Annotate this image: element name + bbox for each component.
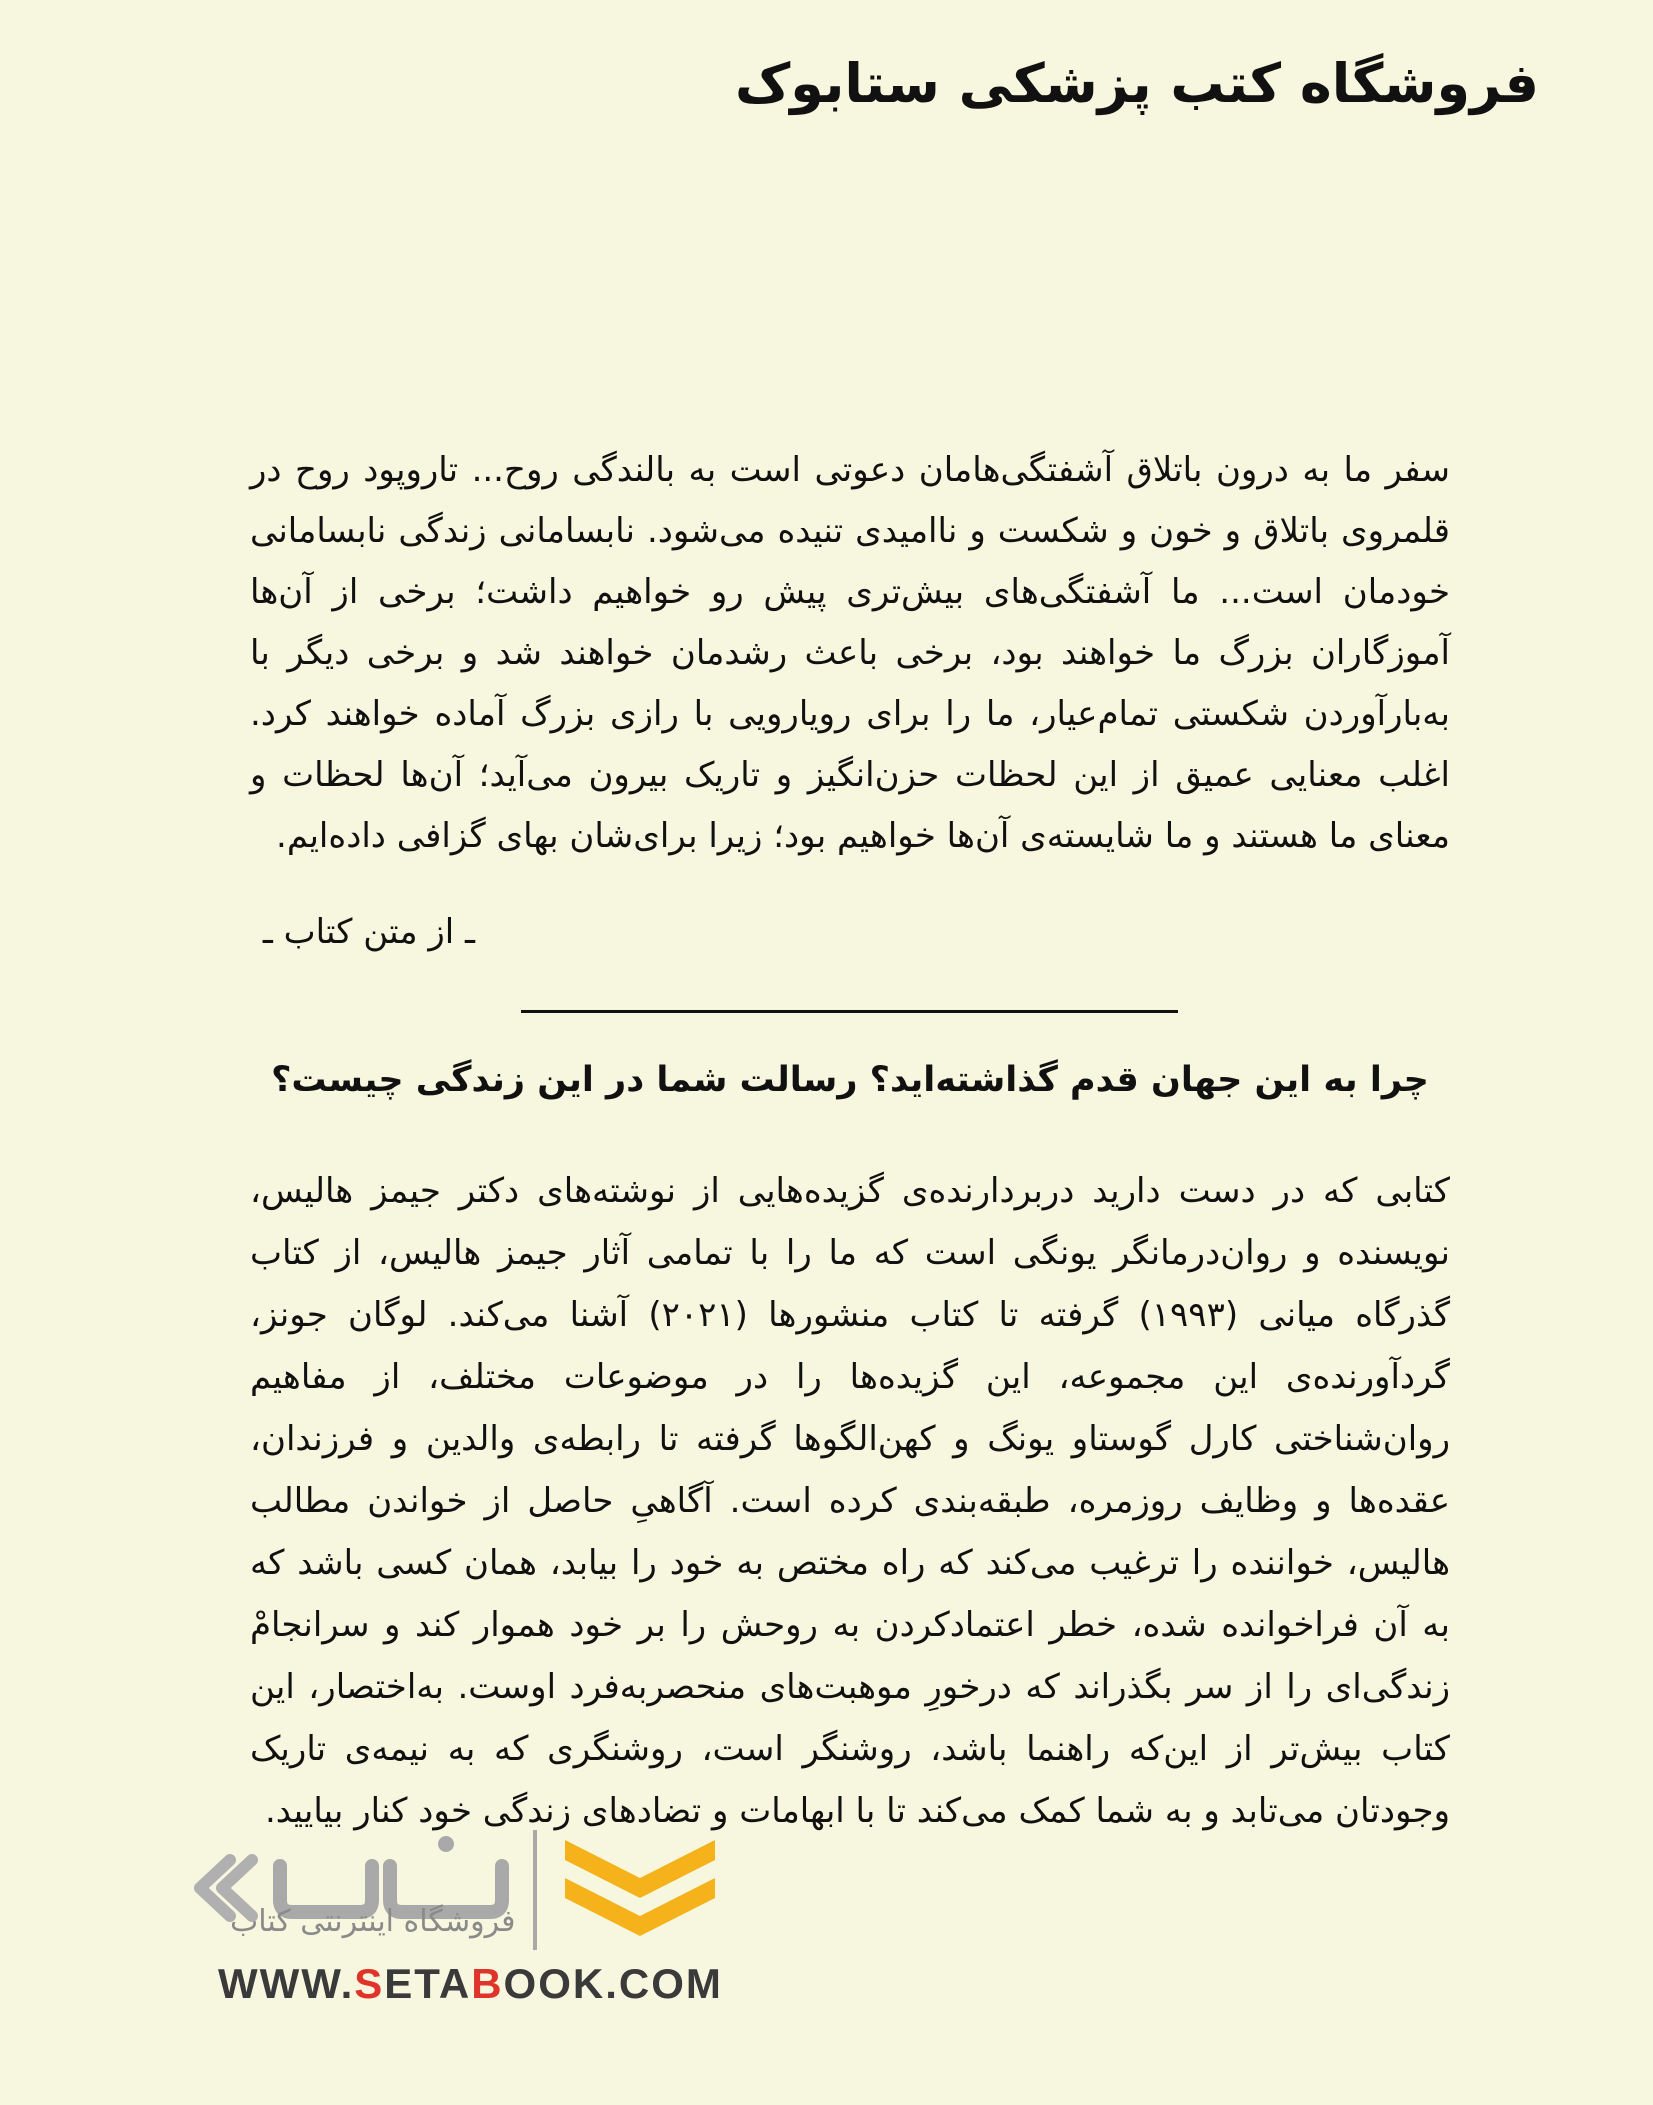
book-description: کتابی که در دست دارید دربردارنده‌ی گزیده‌هایی از نوشته‌های دکتر جیمز هالیس، نویسنده و روان‌درمانگر یونگی است که ما را با تمامی آثار جیمز هالیس، از کتاب گذرگاه میانی (۱۹۹۳) گرفته تا کتاب منشورها (۲۰۲۱) آشنا می‌کند. لوگان جونز، گردآورنده‌ی این مجموعه، این گزیده‌ها را در موضوعات مختلف، از مفاهیم روان‌شناختی کارل گوستاو یونگ و کهن‌الگوها گرفته تا رابطه‌ی والدین و فرزندان، عقده‌ها و وظایف روزمره، طبقه‌بندی کرده است. آگاهیِ حاصل از خواندن مطالب هالیس، خواننده را ترغیب می‌کند که راه مختص به خود را بیابد، همان کسی باشد که به آن فراخوانده شده، خطر اعتمادکردن به روحش را بر خود هموار کند و سرانجامْ زندگی‌ای را از سر بگذراند که درخورِ موهبت‌های منحصربه‌فرد اوست. به‌اختصار، این کتاب بیش‌تر از این‌که راهنما باشد، روشنگر است، روشنگری که به نیمه‌ی تاریک وجودتان می‌تابد و به شما کمک می‌کند تا با ابهامات و تضادهای زندگی خود کنار بیایید. [250,1171,1451,1831]
book-quote: سفر ما به درون باتلاق آشفتگی‌هامان دعوتی است به بالندگی روح... تاروپود روح در قلمروی باتلاق و خون و شکست و ناامیدی تنیده می‌شود. نابسامانی زندگی نابسامانی خودمان است... ما آشفتگی‌های بیش‌تری پیش رو خواهیم داشت؛ برخی از آن‌ها آموزگاران بزرگ ما خواهند بود، برخی باعث رشدمان خواهند شد و برخی دیگر با به‌بارآوردن شکستی تمام‌عیار، ما را برای رویارویی با رازی بزرگ آماده خواهند کرد. اغلب معنایی عمیق از این لحظات حزن‌انگیز و تاریک بیرون می‌آید؛ آن‌ها لحظات و معنای ما هستند و ما شایسته‌ی آن‌ها خواهیم بود؛ زیرا برای‌شان بهای گزافی داده‌ایم. [250,450,1450,856]
url-prefix: WWW. [218,1960,355,2007]
page-title: فروشگاه کتب پزشکی ستابوک [734,52,1539,115]
url-suffix: OOK.COM [503,1960,723,2007]
section-divider [521,1010,1178,1013]
quote-source: ـ از متن کتاب ـ [262,912,475,952]
url-mid: ETA [384,1960,472,2007]
watermark-url [218,1960,723,2008]
section-heading: چرا به این جهان قدم گذاشته‌اید؟ رسالت شما در این زندگی چیست؟ [271,1060,1429,1100]
url-letter-b: B [471,1960,504,2007]
setabook-watermark [190,1800,750,2040]
url-letter-s: S [354,1960,385,2007]
watermark-subtitle: فروشگاه اینترنتی کتاب [230,1904,516,1939]
